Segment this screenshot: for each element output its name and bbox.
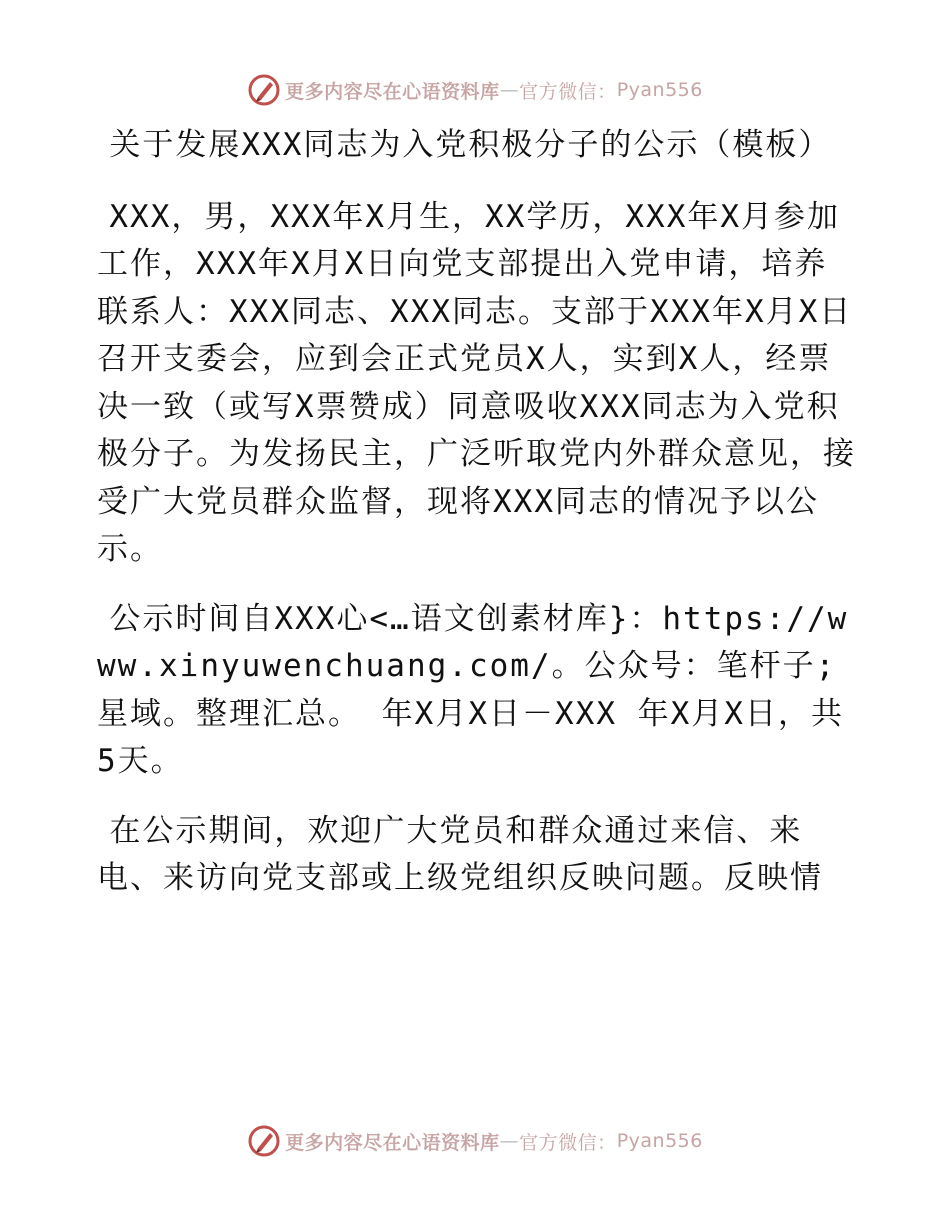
watermark-brand: 更多内容尽在心语资料库 xyxy=(285,1131,500,1154)
watermark-separator: — xyxy=(499,1130,520,1152)
watermark-wechat-label: 官方微信： xyxy=(519,80,617,103)
watermark-separator: — xyxy=(499,79,520,101)
paragraph-candidate-info: XXX，男，XXX年X月生，XX学历，XXX年X月参加工作，XXX年X月X日向党支部提出入党申请，培养联系人：XXX同志、XXX同志。支部于XXX年X月X日召开支委会，应到会正式党员X人，实到X人，经票决一致（或写X票赞成）同意吸收XXX同志为入党积极分子。为发扬民主，广泛听取党内外群众意见，接受广大党员群众监督，现将XXX同志的情况予以公示。 xyxy=(97,198,856,567)
paragraph-publicity-period: 公示时间自XXX心<…语文创素材库}：https://www.xinyuwenchuang.com/。公众号：笔杆子;星域。整理汇总。 年X月X日－XXX 年X月X日，共5天。 xyxy=(97,600,849,779)
watermark-wechat-id: Pyan556 xyxy=(616,1130,703,1152)
paragraph-feedback: 在公示期间，欢迎广大党员和群众通过来信、来电、来访向党支部或上级党组织反映问题。反映情 xyxy=(97,812,823,896)
watermark-brand: 更多内容尽在心语资料库 xyxy=(285,80,500,103)
footer-watermark xyxy=(0,1121,950,1161)
document-title: 关于发展XXX同志为入党积极分子的公示（模板） xyxy=(109,127,832,163)
header-watermark xyxy=(0,70,950,110)
pen-logo-icon xyxy=(247,73,281,107)
document-body xyxy=(97,122,857,925)
watermark-wechat-label: 官方微信： xyxy=(519,1131,617,1154)
pen-logo-icon xyxy=(247,1124,281,1158)
watermark-wechat-id: Pyan556 xyxy=(616,79,703,101)
